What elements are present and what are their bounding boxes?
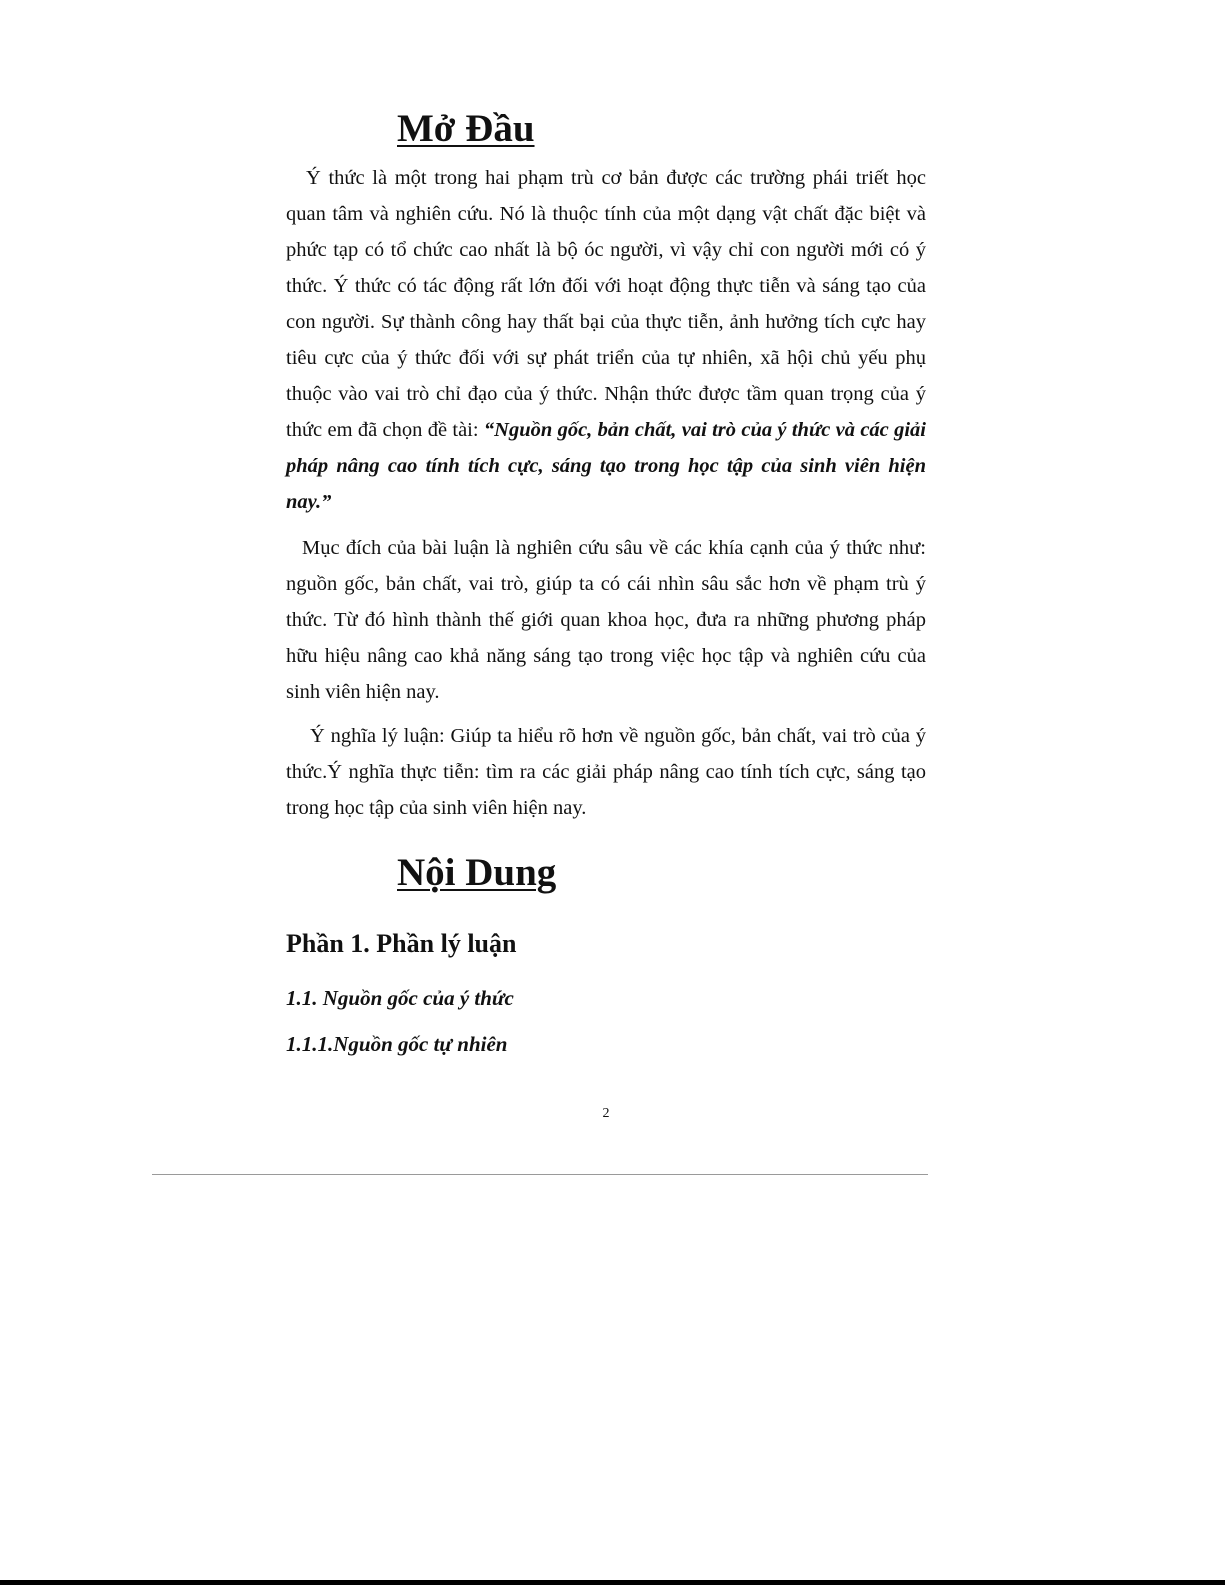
intro-paragraph-3: Ý nghĩa lý luận: Giúp ta hiểu rõ hơn về nguồn gốc, bản chất, vai trò của ý thức.Ý nghĩa thực tiễn: tìm ra các giải pháp nâng cao tính tích cực, sáng tạo trong học tập của sinh viên hiện nay. <box>286 725 926 819</box>
bottom-edge <box>0 1580 1225 1585</box>
intro-paragraph-1 <box>286 160 926 520</box>
content-title: Nội Dung <box>397 851 557 894</box>
section-heading: 1.1. Nguồn gốc của ý thức <box>286 986 514 1010</box>
intro-paragraph-2: Mục đích của bài luận là nghiên cứu sâu về các khía cạnh của ý thức như: nguồn gốc, bản chất, vai trò, giúp ta có cái nhìn sâu sắc hơn về phạm trù ý thức. Từ đó hình thành thế giới quan khoa học, đưa ra những phương pháp hữu hiệu nâng cao khả năng sáng tạo trong việc học tập và nghiên cứu của sinh viên hiện nay. <box>286 537 926 703</box>
page-divider <box>152 1174 928 1175</box>
essay-topic: “Nguồn gốc, bản chất, vai trò của ý thức và các giải pháp nâng cao tính tích cực, sáng tạo trong học tập của sinh viên hiện nay.” <box>286 419 926 513</box>
page-number: 2 <box>602 1106 610 1121</box>
page-content <box>286 104 926 1060</box>
intro-title: Mở Đầu <box>397 107 535 150</box>
subsection-heading: 1.1.1.Nguồn gốc tự nhiên <box>286 1032 508 1056</box>
intro-paragraph-1-text: Ý thức là một trong hai phạm trù cơ bản được các trường phái triết học quan tâm và nghiên cứu. Nó là thuộc tính của một dạng vật chất đặc biệt và phức tạp có tổ chức cao nhất là bộ óc người, vì vậy chỉ con người mới có ý thức. Ý thức có tác động rất lớn đối với hoạt động thực tiễn và sáng tạo của con người. Sự thành công hay thất bại của thực tiễn, ảnh hưởng tích cực hay tiêu cực của ý thức đối với sự phát triển của tự nhiên, xã hội chủ yếu phụ thuộc vào vai trò chỉ đạo của ý thức. Nhận thức được tầm quan trọng của ý thức em đã chọn đề tài: <box>286 167 926 441</box>
part-heading: Phần 1. Phần lý luận <box>286 929 517 958</box>
